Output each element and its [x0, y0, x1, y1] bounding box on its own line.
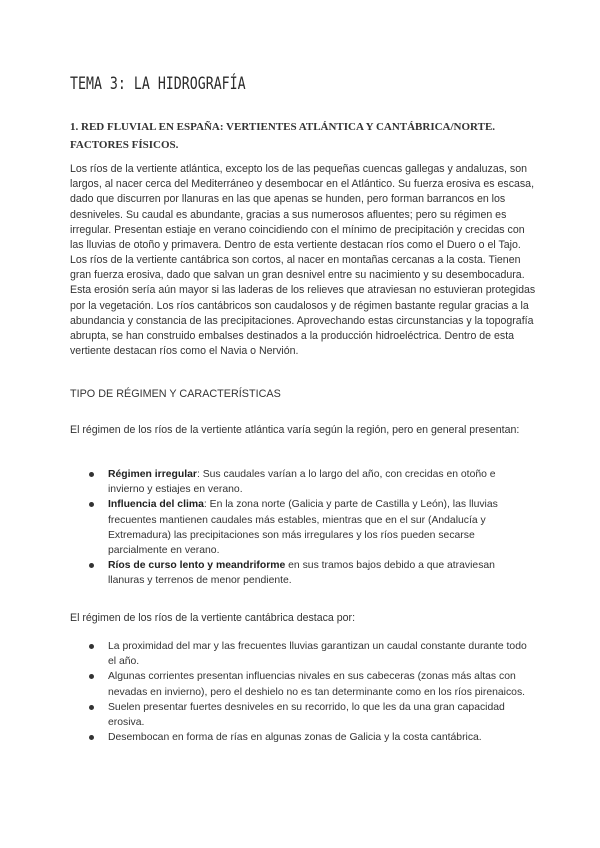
list-item: [70, 669, 532, 699]
list-item-bold-term: Ríos de curso lento y meandriforme: [108, 560, 286, 572]
bullet-icon: [89, 705, 94, 710]
list-item: [70, 639, 532, 669]
bullet-icon: [89, 735, 94, 740]
paragraph-vertiente-atlantica: Los ríos de la vertiente atlántica, excepto los de las pequeñas cuencas gallegas y andaluzas, son largos, al nacer cerca del Mediterráneo y desembocar en el Atlántico. Su fuerza erosiva es escasa, dado que discurren por llanuras en las que apenas se hunden, pero forman barrancos en los desniveles. Su caudal es abundante, gracias a sus numerosos afluentes; pero su régimen es irregular. Presentan estiaje en verano coincidiendo con el mínimo de precipitación y crecidas con las lluvias de otoño y primavera. Dentro de esta vertiente destacan ríos como el Duero o el Tajo.: [70, 163, 535, 252]
list-item: [70, 558, 532, 588]
list-item-bold-term: Influencia del clima: [108, 499, 204, 511]
bullet-icon: [89, 644, 94, 649]
atlantic-characteristics-list: [70, 467, 532, 589]
list-item-text: Algunas corrientes presentan influencias nivales en sus cabeceras (zonas más altas con nevadas en invierno), pero el deshielo no es tan determinante como en los ríos pirenaicos.: [108, 671, 526, 698]
bullet-icon: [89, 472, 94, 477]
paragraph-atlantica-intro: El régimen de los ríos de la vertiente atlántica varía según la región, pero en general presentan:: [70, 424, 520, 436]
list-item: [70, 497, 532, 558]
list-item-text: Suelen presentar fuertes desniveles en su recorrido, lo que les da una gran capacidad erosiva.: [108, 701, 505, 729]
section-heading-red-fluvial: 1. RED FLUVIAL EN ESPAÑA: VERTIENTES ATLÁNTICA Y CANTÁBRICA/NORTE. FACTORES FÍSICOS.: [70, 121, 496, 151]
list-item: [70, 467, 532, 497]
bullet-icon: [89, 563, 94, 568]
list-item-text: en sus tramos bajos debido a que atraviesan llanuras y terrenos de menor pendiente.: [108, 560, 495, 587]
paragraph-vertiente-cantabrica: Los ríos de la vertiente cantábrica son cortos, al nacer en montañas cercanas a la costa. Tienen gran fuerza erosiva, dado que salvan un gran desnivel entre su nacimiento y su desembocadura. Esta erosión sería aún mayor si las laderas de los relieves que atraviesan no estuvieran protegidas por la vegetación. Los ríos cantábricos son caudalosos y de régimen bastante regular gracias a la abundancia y constancia de las precipitaciones. Aprovechando estas circunstancias y la topografía abrupta, se han construido embalses destinados a la producción hidroeléctrica. Dentro de esta vertiente destacan ríos como el Navia o Nervión.: [70, 254, 536, 358]
paragraph-cantabrica-intro: El régimen de los ríos de la vertiente cantábrica destaca por:: [70, 612, 356, 624]
section-heading-regimen: TIPO DE RÉGIMEN Y CARACTERÍSTICAS: [70, 388, 281, 400]
document-title: TEMA 3: LA HIDROGRAFÍA: [70, 74, 246, 94]
list-item-text: : Sus caudales varían a lo largo del año, con crecidas en otoño e invierno y estiajes en verano.: [108, 469, 496, 496]
bullet-icon: [89, 674, 94, 679]
bullet-icon: [89, 502, 94, 507]
list-item-bold-term: Régimen irregular: [108, 469, 197, 480]
list-item: [70, 730, 532, 745]
list-item-text: Desembocan en forma de rías en algunas zonas de Galicia y la costa cantábrica.: [108, 732, 482, 744]
cantabric-characteristics-list: [70, 639, 532, 745]
list-item-text: La proximidad del mar y las frecuentes lluvias garantizan un caudal constante durante todo el año.: [108, 641, 527, 668]
list-item-text: : En la zona norte (Galicia y parte de Castilla y León), las lluvias frecuentes mantienen caudales más estables, mientras que en el sur (Andalucía y Extremadura) las precipitaciones son más irregulares y los ríos pueden secarse parcialmente en verano.: [108, 499, 498, 557]
list-item: [70, 700, 532, 730]
